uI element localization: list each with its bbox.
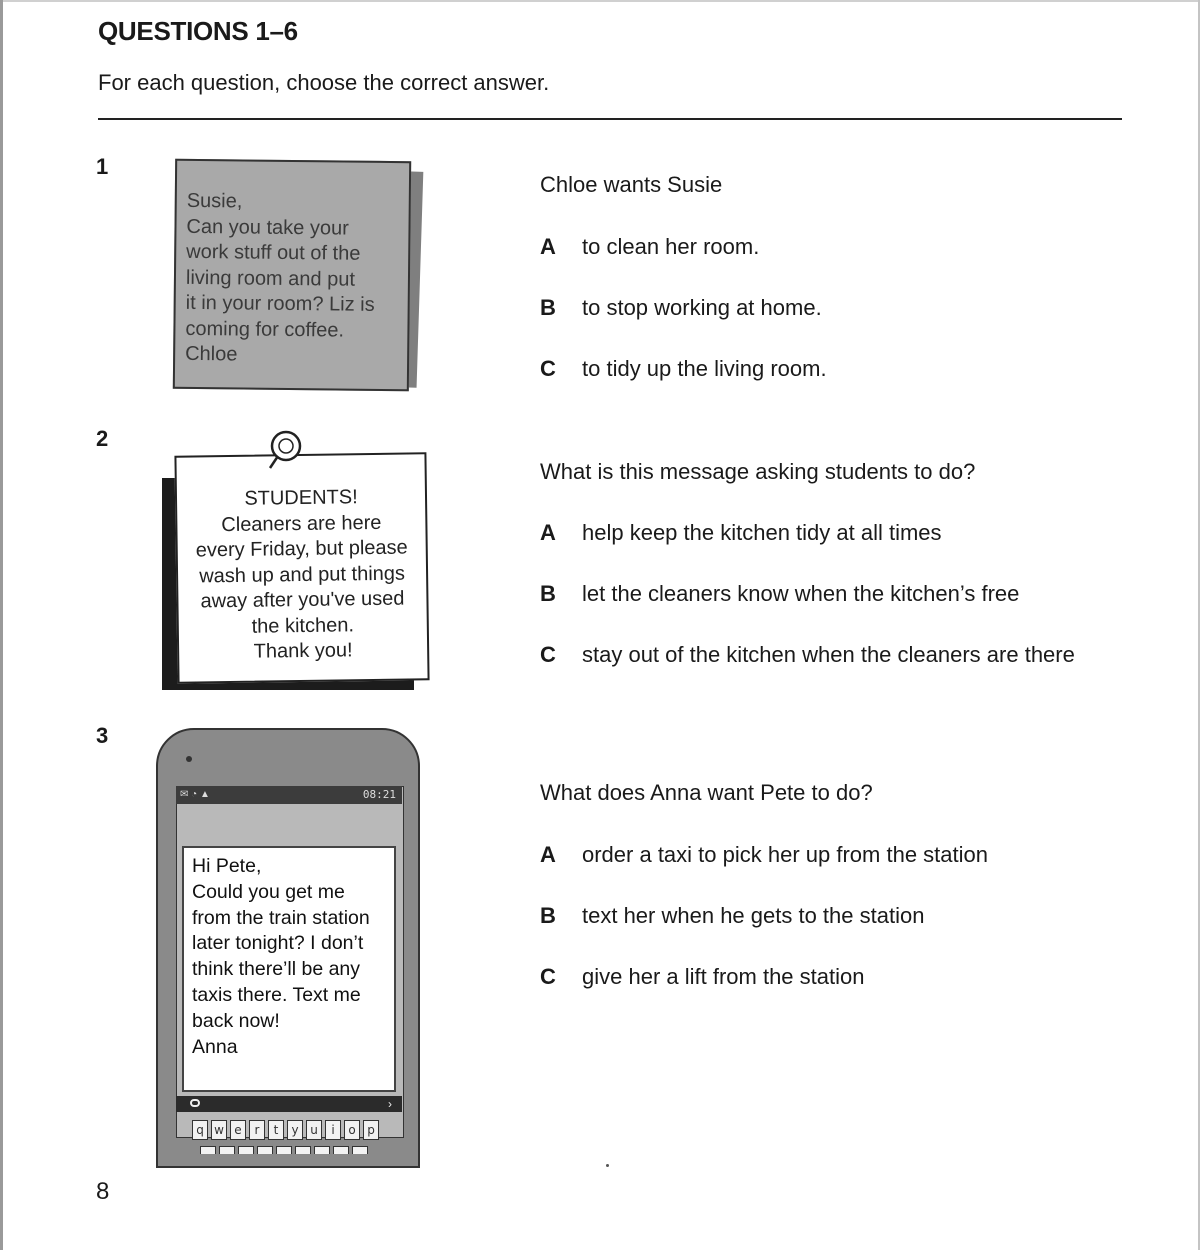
option-text: to tidy up the living room. [582, 356, 827, 381]
pin-icon [262, 428, 306, 472]
question-2-option-a[interactable] [540, 520, 942, 546]
notice-paper [174, 452, 429, 683]
option-text: help keep the kitchen tidy at all times [582, 520, 942, 545]
key: r [249, 1120, 265, 1140]
question-2-stem: What is this message asking students to do? [540, 459, 976, 484]
key: t [268, 1120, 284, 1140]
option-letter: A [540, 234, 556, 259]
option-text: stay out of the kitchen when the cleaners are there [582, 642, 1075, 667]
option-letter: B [540, 295, 556, 320]
chevron-right-icon: › [388, 1097, 392, 1111]
question-3-option-a[interactable] [540, 842, 988, 868]
key: w [211, 1120, 227, 1140]
question-1-stem: Chloe wants Susie [540, 172, 723, 197]
option-text: let the cleaners know when the kitchen’s free [582, 581, 1020, 606]
status-time: 08:21 [362, 788, 396, 801]
option-letter: B [540, 903, 556, 928]
option-text: order a taxi to pick her up from the station [582, 842, 988, 867]
camera-button-icon [190, 1099, 200, 1107]
status-icons: ✉ ◔ ▲ [180, 789, 210, 800]
question-3-option-c[interactable] [540, 964, 864, 990]
key-partial [276, 1146, 292, 1154]
key-partial [314, 1146, 330, 1154]
keyboard-row-partial [200, 1146, 380, 1154]
key: i [325, 1120, 341, 1140]
key-partial [238, 1146, 254, 1154]
key: e [230, 1120, 246, 1140]
option-letter: C [540, 356, 556, 381]
sticky-note [173, 159, 411, 391]
question-3-option-b[interactable] [540, 903, 924, 929]
divider-rule [98, 118, 1122, 120]
key: o [344, 1120, 360, 1140]
question-number-3: 3 [96, 723, 109, 748]
keyboard-toolbar [176, 1096, 402, 1112]
question-2-option-c[interactable] [540, 642, 1075, 668]
question-number-1: 1 [96, 154, 109, 179]
question-1-option-b[interactable] [540, 295, 822, 321]
phone-status-bar [176, 786, 402, 804]
key: u [306, 1120, 322, 1140]
option-letter: C [540, 642, 556, 667]
option-letter: A [540, 842, 556, 867]
notice-text: STUDENTS! Cleaners are here every Friday, but please wash up and put things away after you've used the kitchen. Thank you! [195, 486, 408, 663]
scan-speck [606, 1164, 609, 1167]
page-number: 8 [96, 1178, 110, 1205]
key-partial [333, 1146, 349, 1154]
option-text: to clean her room. [582, 234, 760, 259]
option-text: text her when he gets to the station [582, 903, 925, 928]
key-partial [200, 1146, 216, 1154]
key: q [192, 1120, 208, 1140]
key-partial [257, 1146, 273, 1154]
key-partial [219, 1146, 235, 1154]
question-1-option-c[interactable] [540, 356, 827, 382]
text-message-bubble [182, 846, 396, 1092]
key-partial [295, 1146, 311, 1154]
page-edge-top [0, 0, 1200, 2]
section-heading: QUESTIONS 1–6 [98, 16, 298, 46]
question-3-stem: What does Anna want Pete to do? [540, 780, 873, 805]
key: p [363, 1120, 379, 1140]
question-number-2: 2 [96, 426, 109, 451]
option-letter: A [540, 520, 556, 545]
key: y [287, 1120, 303, 1140]
camera-icon [186, 756, 192, 762]
option-text: give her a lift from the station [582, 964, 865, 989]
question-1-option-a[interactable] [540, 234, 759, 260]
question-2-option-b[interactable] [540, 581, 1019, 607]
text-message-body: Hi Pete, Could you get me from the train station later tonight? I don’t think there’ll be any taxis there. Text me back now! Anna [192, 855, 370, 1058]
option-letter: C [540, 964, 556, 989]
option-text: to stop working at home. [582, 295, 822, 320]
key-partial [352, 1146, 368, 1154]
option-letter: B [540, 581, 556, 606]
sticky-note-text: Susie, Can you take your work stuff out of the living room and put it in your room? Liz is coming for coffee. Chloe [185, 189, 375, 366]
instruction-text: For each question, choose the correct answer. [98, 70, 550, 95]
keyboard-row [192, 1120, 388, 1140]
page-edge-left [0, 0, 3, 1250]
